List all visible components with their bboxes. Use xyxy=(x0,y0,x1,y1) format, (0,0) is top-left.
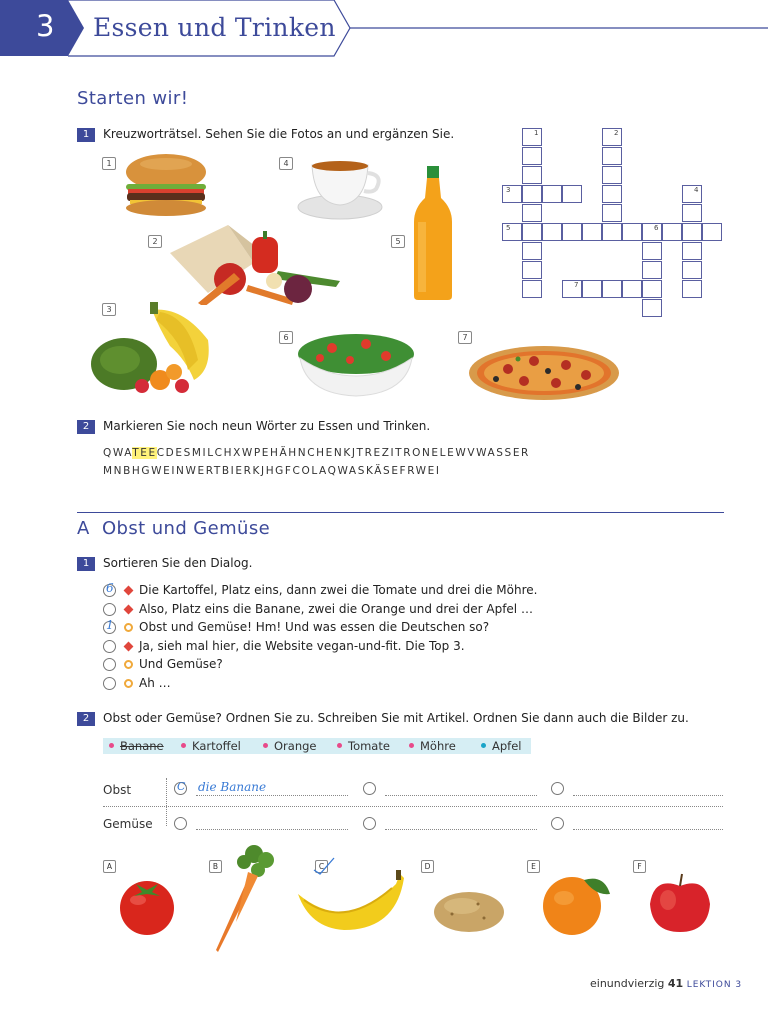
answer-line[interactable] xyxy=(573,795,723,796)
diamond-speaker-icon xyxy=(124,641,134,651)
crossword-cell[interactable] xyxy=(602,185,622,203)
tea-cup-photo xyxy=(296,155,386,223)
crossword-cell[interactable] xyxy=(522,223,542,241)
order-circle[interactable] xyxy=(103,658,116,671)
crossword-cell[interactable] xyxy=(662,223,682,241)
picture-label: A xyxy=(103,860,116,873)
dialog-line xyxy=(103,620,663,636)
crossword-number: 6 xyxy=(654,224,659,232)
crossword-number: 1 xyxy=(534,129,539,137)
answer-line[interactable] xyxy=(573,829,723,830)
row-label-gemuese: Gemüse xyxy=(103,817,153,831)
dialog-text: Und Gemüse? xyxy=(139,657,223,671)
bullet-dot-icon xyxy=(263,743,268,748)
dialog-line xyxy=(103,639,663,655)
dialog-text: Also, Platz eins die Banane, zwei die Orange und drei der Apfel … xyxy=(139,601,533,616)
handwritten-letter: C xyxy=(177,780,186,793)
carrot-photo xyxy=(210,842,290,956)
row-label-obst: Obst xyxy=(103,783,132,797)
banana-photo xyxy=(296,870,404,932)
photo-label: 6 xyxy=(279,331,293,344)
crossword-cell[interactable] xyxy=(682,223,702,241)
crossword-cell[interactable] xyxy=(622,280,642,298)
crossword-cell[interactable] xyxy=(522,185,542,203)
crossword-cell[interactable] xyxy=(642,242,662,260)
bullet-dot-icon xyxy=(409,743,414,748)
word-chip: Tomate xyxy=(331,738,403,754)
handwritten-number: 1 xyxy=(106,618,114,632)
apple-photo xyxy=(648,872,712,934)
bullet-dot-icon xyxy=(181,743,186,748)
crossword-cell[interactable] xyxy=(582,223,602,241)
crossword-cell[interactable] xyxy=(682,280,702,298)
exercise-instruction: Sortieren Sie den Dialog. xyxy=(103,556,253,570)
crossword-cell[interactable] xyxy=(522,261,542,279)
chapter-title: Essen und Trinken xyxy=(93,13,336,42)
crossword-cell[interactable] xyxy=(502,185,522,203)
answer-line[interactable] xyxy=(385,795,537,796)
answer-line[interactable] xyxy=(196,829,348,830)
crossword-cell[interactable] xyxy=(622,223,642,241)
dialog-line xyxy=(103,657,663,673)
orange-photo xyxy=(540,872,612,936)
answer-circle[interactable] xyxy=(551,817,564,830)
crossword-cell[interactable] xyxy=(562,280,582,298)
photo-label: 7 xyxy=(458,331,472,344)
photo-label: 1 xyxy=(102,157,116,170)
exercise-number: 2 xyxy=(77,712,95,726)
crossword-number: 3 xyxy=(506,186,511,194)
potato-photo xyxy=(432,890,506,934)
bullet-dot-icon xyxy=(109,743,114,748)
picture-label: C xyxy=(315,860,328,873)
exercise-instruction: Markieren Sie noch neun Wörter zu Essen und Trinken. xyxy=(103,419,431,433)
word-chip: Apfel xyxy=(475,738,531,754)
bullet-dot-icon xyxy=(337,743,342,748)
dialog-text: Ah … xyxy=(139,675,171,690)
crossword-cell[interactable] xyxy=(582,280,602,298)
order-circle[interactable] xyxy=(103,640,116,653)
diamond-speaker-icon xyxy=(124,604,134,614)
crossword-number: 7 xyxy=(574,281,579,289)
crossword-cell[interactable] xyxy=(682,204,702,222)
answer-line[interactable] xyxy=(385,829,537,830)
crossword-cell[interactable] xyxy=(642,280,662,298)
crossword-cell[interactable] xyxy=(682,242,702,260)
crossword-cell[interactable] xyxy=(542,185,562,203)
ring-speaker-icon xyxy=(124,660,133,669)
crossword-cell[interactable] xyxy=(522,242,542,260)
crossword-number: 2 xyxy=(614,129,619,137)
crossword-cell[interactable] xyxy=(642,223,662,241)
juice-bottle-photo xyxy=(412,166,454,302)
ring-speaker-icon xyxy=(124,679,133,688)
salad-bowl-photo xyxy=(296,326,416,398)
crossword-cell[interactable] xyxy=(642,299,662,317)
burger-photo xyxy=(122,152,210,218)
crossword-cell[interactable] xyxy=(682,185,702,203)
crossword-cell[interactable] xyxy=(502,223,522,241)
photo-label: 3 xyxy=(102,303,116,316)
crossword-cell[interactable] xyxy=(602,280,622,298)
crossword-cell[interactable] xyxy=(562,223,582,241)
crossword-cell[interactable] xyxy=(522,280,542,298)
pizza-photo xyxy=(468,343,620,401)
crossword-cell[interactable] xyxy=(602,223,622,241)
tomato-photo xyxy=(116,876,178,936)
crossword-cell[interactable] xyxy=(602,204,622,222)
chapter-number: 3 xyxy=(36,9,55,43)
picture-label: D xyxy=(421,860,434,873)
crossword-cell[interactable] xyxy=(702,223,722,241)
crossword-cell[interactable] xyxy=(522,147,542,165)
dialog-line xyxy=(103,583,663,599)
crossword-cell[interactable] xyxy=(562,185,582,203)
exercise-instruction: Kreuzworträtsel. Sehen Sie die Fotos an und ergänzen Sie. xyxy=(103,127,455,141)
order-circle[interactable] xyxy=(103,677,116,690)
answer-circle[interactable] xyxy=(174,817,187,830)
vegetables-bag-photo xyxy=(168,223,344,305)
handwritten-answer: die Banane xyxy=(198,780,267,794)
section-divider xyxy=(77,512,724,513)
word-search-line: MNBHGWEINWERTBIERKJHGFCOLAQWASKÄSEFRWEI xyxy=(103,465,441,477)
handwritten-number: 6 xyxy=(106,581,114,595)
ring-speaker-icon xyxy=(124,623,133,632)
answer-line[interactable] xyxy=(196,795,348,796)
crossword-cell[interactable] xyxy=(522,166,542,184)
dialog-line xyxy=(103,602,663,618)
word-chip: Möhre xyxy=(403,738,475,754)
exercise-number: 1 xyxy=(77,557,95,571)
photo-label: 2 xyxy=(148,235,162,248)
picture-label: F xyxy=(633,860,646,873)
exercise-instruction: Obst oder Gemüse? Ordnen Sie zu. Schreiben Sie mit Artikel. Ordnen Sie dann auch die Bilder zu. xyxy=(103,711,689,725)
crossword-cell[interactable] xyxy=(602,147,622,165)
crossword-grid xyxy=(502,128,732,324)
crossword-cell[interactable] xyxy=(682,261,702,279)
highlighted-word: TEE xyxy=(132,447,157,459)
dialog-text: Die Kartoffel, Platz eins, dann zwei die Tomate und drei die Möhre. xyxy=(139,583,538,597)
word-chip: Kartoffel xyxy=(175,738,257,754)
crossword-cell[interactable] xyxy=(602,166,622,184)
dialog-text: Obst und Gemüse! Hm! Und was essen die Deutschen so? xyxy=(139,620,490,634)
word-chip: Banane xyxy=(103,738,175,754)
dialog-text: Ja, sieh mal hier, die Website vegan-und-fit. Die Top 3. xyxy=(139,638,465,653)
photo-label: 5 xyxy=(391,235,405,248)
answer-circle[interactable] xyxy=(551,782,564,795)
word-search-line: QWATEECDESMILCHXWPEHÄHNCHENKJTREZITRONELEWVWASSER xyxy=(103,447,530,459)
crossword-cell[interactable] xyxy=(642,261,662,279)
order-circle[interactable] xyxy=(103,603,116,616)
picture-label: E xyxy=(527,860,540,873)
crossword-cell[interactable] xyxy=(522,204,542,222)
exercise-number: 1 xyxy=(77,128,95,142)
answer-circle[interactable] xyxy=(363,817,376,830)
section-heading-start: Starten wir! xyxy=(77,88,189,109)
crossword-number: 4 xyxy=(694,186,699,194)
exercise-number: 2 xyxy=(77,420,95,434)
section-heading-a: A Obst und Gemüse xyxy=(77,518,271,539)
fruit-photo xyxy=(90,300,214,396)
table-divider xyxy=(103,806,723,807)
table-divider xyxy=(166,778,167,826)
photo-label: 4 xyxy=(279,157,293,170)
crossword-cell[interactable] xyxy=(602,128,622,146)
crossword-cell[interactable] xyxy=(522,128,542,146)
page-footer: einundvierzig 41 LEKTION 3 xyxy=(590,977,743,990)
picture-label: B xyxy=(209,860,222,873)
bullet-dot-icon xyxy=(481,743,486,748)
crossword-cell[interactable] xyxy=(542,223,562,241)
dialog-line xyxy=(103,676,663,692)
answer-circle[interactable] xyxy=(363,782,376,795)
diamond-speaker-icon xyxy=(124,586,134,596)
word-chip: Orange xyxy=(257,738,331,754)
crossword-number: 5 xyxy=(506,224,511,232)
